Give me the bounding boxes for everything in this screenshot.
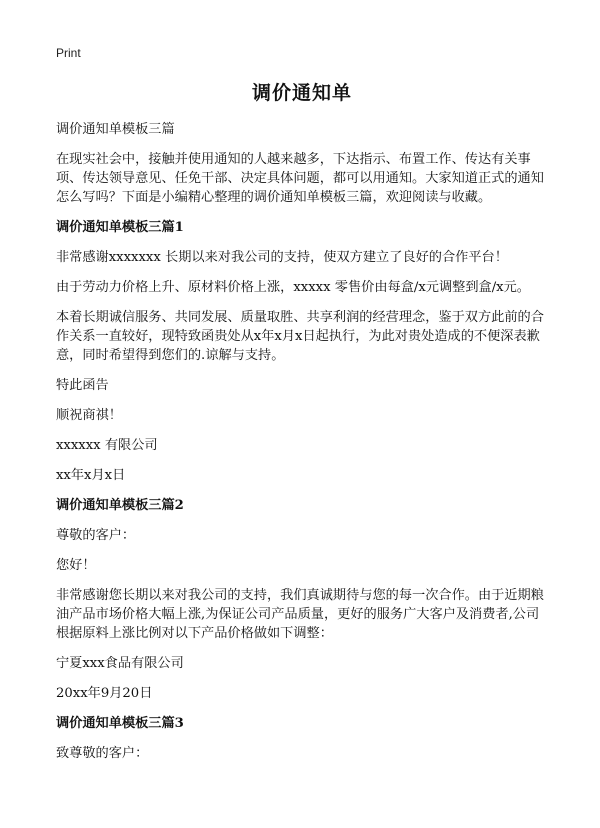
document-body bbox=[56, 120, 548, 774]
intro-subtitle: 调价通知单模板三篇 bbox=[56, 122, 175, 137]
section-1-company: xxxxxx 有限公司 bbox=[56, 438, 158, 453]
section-2-heading: 调价通知单模板三篇2 bbox=[56, 498, 184, 513]
section-3-paragraph: 致尊敬的客户： bbox=[56, 746, 149, 761]
section-1-paragraph: 由于劳动力价格上升、原材料价格上涨，xxxxx 零售价由每盒/x元调整到盒/x元。 bbox=[56, 280, 530, 295]
section-1-date: xx年x月x日 bbox=[56, 468, 126, 483]
section-2-company: 宁夏xxx食品有限公司 bbox=[56, 656, 184, 671]
section-2-paragraph: 您好！ bbox=[56, 558, 96, 573]
page-title: 调价通知单 bbox=[251, 82, 352, 104]
section-2-paragraph: 非常感谢您长期以来对我公司的支持，我们真诚期待与您的每一次合作。由于近期粮油产品市场价格大幅上涨,为保证公司产品质量，更好的服务广大客户及消费者,公司根据原料上涨比例对以下产品价格做如下调整： bbox=[56, 588, 544, 641]
print-label[interactable]: Print bbox=[56, 46, 81, 60]
section-2-date: 20xx年9月20日 bbox=[56, 686, 153, 701]
section-1-paragraph: 特此函告 bbox=[56, 378, 109, 393]
section-1-heading: 调价通知单模板三篇1 bbox=[56, 220, 184, 235]
section-2-paragraph: 尊敬的客户： bbox=[56, 528, 136, 543]
section-1-paragraph: 非常感谢xxxxxxx 长期以来对我公司的支持，使双方建立了良好的合作平台！ bbox=[56, 250, 508, 265]
intro-paragraph: 在现实社会中，接触并使用通知的人越来越多，下达指示、布置工作、传达有关事项、传达领导意见、任免干部、决定具体问题，都可以用通知。大家知道正式的通知怎么写吗？下面是小编精心整理的调价通知单模板三篇，欢迎阅读与收藏。 bbox=[56, 152, 544, 205]
section-1-paragraph: 顺祝商祺！ bbox=[56, 408, 122, 423]
section-3-heading: 调价通知单模板三篇3 bbox=[56, 716, 184, 731]
section-1-paragraph: 本着长期诚信服务、共同发展、质量取胜、共享利润的经营理念，鉴于双方此前的合作关系一直较好，现特致函贵处从x年x月x日起执行，为此对贵处造成的不便深表歉意，同时希望得到您们的.谅解与支持。 bbox=[56, 310, 544, 363]
